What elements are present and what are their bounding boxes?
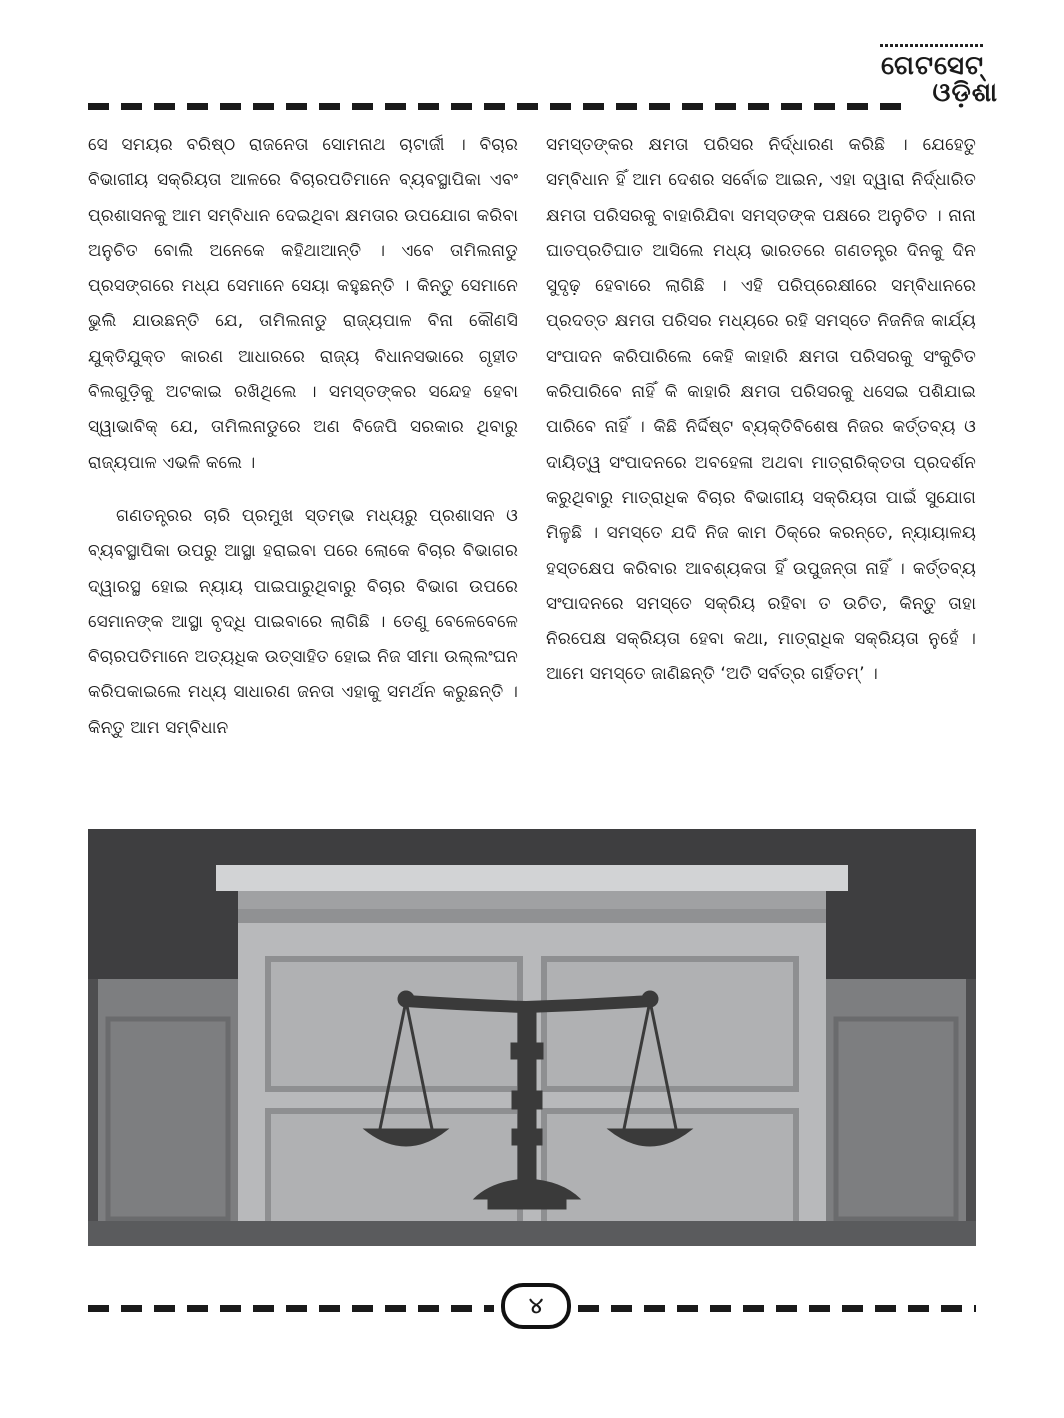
podium-shadow [238,909,826,923]
podium-panel-top-right [544,959,796,1089]
floor-trim [88,1221,976,1246]
left-paragraph-2: ଗଣତନ୍ତ୍ରର ଚାରି ପ୍ରମୁଖ ସ୍ତମ୍ଭ ମଧ୍ୟରୁ ପ୍ରଶାସନ ଓ ବ୍ୟବସ୍ଥାପିକା ଉପରୁ ଆସ୍ଥା ହରାଇବା ପରେ ଲୋକେ ବିଚାର ବିଭାଗର ଦ୍ୱାରସ୍ଥ ହୋଇ ନ୍ୟାୟ ପାଇପାରୁଥିବାରୁ ବିଚାର ବିଭାଗ ଉପରେ ସେମାନଙ୍କ ଆସ୍ଥା ବୃଦ୍ଧି ପାଇବାରେ ଲାଗିଛି । ତେଣୁ ବେଳେବେଳେ ବିଚାରପତିମାନେ ଅତ୍ୟଧିକ ଉତ୍ସାହିତ ହୋଇ ନିଜ ସୀମା ଉଲ୍ଲଂଘନ କରିପକାଇଲେ ମଧ୍ୟ ସାଧାରଣ ଜନତା ଏହାକୁ ସମର୍ଥନ କରୁଛନ୍ତି । କିନ୍ତୁ ଆମ ସମ୍ବିଧାନ [88,505,518,738]
masthead-rule [880,44,984,47]
header-dashed-divider [88,103,904,110]
left-paragraph-1: ସେ ସମୟର ବରିଷ୍ଠ ରାଜନେତା ସୋମନାଥ ଚାଟାର୍ଜୀ । ବିଚାର ବିଭାଗୀୟ ସକ୍ରିୟତା ଆଳରେ ବିଚାରପତିମାନେ ବ୍ୟବସ୍ଥାପିକା ଏବଂ ପ୍ରଶାସନକୁ ଆମ ସମ୍ବିଧାନ ଦେଇଥିବା କ୍ଷମତାର ଉପଯୋଗ କରିବା ଅନୁଚିତ ବୋଲି ଅନେକେ କହିଥାଆନ୍ତି । ଏବେ ତାମିଲନାଡୁ ପ୍ରସଙ୍ଗରେ ମଧ୍ଯ ସେମାନେ ସେୟା କହୁଛନ୍ତି । କିନ୍ତୁ ସେମାନେ ଭୁଲି ଯାଉଛନ୍ତି ଯେ, ତାମିଲନାଡୁ ରାଜ୍ୟପାଳ ବିନା କୌଣସି ଯୁକ୍ତିଯୁକ୍ତ କାରଣ ଆଧାରରେ ରାଜ୍ୟ ବିଧାନସଭାରେ ଗୃହୀତ ବିଲଗୁଡ଼ିକୁ ଅଟକାଇ ରଖିଥିଲେ । ସମସ୍ତଙ୍କର ସନ୍ଦେହ ହେବା ସ୍ୱାଭାବିକ୍ ଯେ, ତାମିଲନାଡୁରେ ଅଣ ବିଜେପି ସରକାର ଥିବାରୁ ରାଜ୍ୟପାଳ ଏଭଳି କଲେ । [88,135,518,473]
footer-dashed-divider-left [88,1305,494,1312]
article-left-column [88,128,518,746]
courtroom-podium-illustration [88,829,976,1246]
right-paragraph-1: ସମସ୍ତଙ୍କର କ୍ଷମତା ପରିସର ନିର୍ଦ୍ଧାରଣ କରିଛି । ଯେହେତୁ ସମ୍ବିଧାନ ହିଁ ଆମ ଦେଶର ସର୍ବୋଚ୍ଚ ଆଇନ, ଏହା ଦ୍ୱାରା ନିର୍ଦ୍ଧାରିତ କ୍ଷମତା ପରିସରକୁ ବାହାରିଯିବା ସମସ୍ତଙ୍କ ପକ୍ଷରେ ଅନୁଚିତ । ନାନା ଘାତପ୍ରତିଘାତ ଆସିଲେ ମଧ୍ୟ ଭାରତରେ ଗଣତନ୍ତ୍ର ଦିନକୁ ଦିନ ସୁଦୃଢ଼ ହେବାରେ ଲାଗିଛି । ଏହି ପରିପ୍ରେକ୍ଷୀରେ ସମ୍ବିଧାନରେ ପ୍ରଦତ୍ତ କ୍ଷମତା ପରିସର ମଧ୍ୟରେ ରହି ସମସ୍ତେ ନିଜନିଜ କାର୍ଯ୍ୟ ସଂପାଦନ କରିପାରିଲେ କେହି କାହାରି କ୍ଷମତା ପରିସରକୁ ସଂକୁଚିତ କରିପାରିବେ ନାହିଁ କି କାହାରି କ୍ଷମତା ପରିସରକୁ ଧସେଇ ପଶିଯାଇ ପାରିବେ ନାହିଁ । କିଛି ନିର୍ଦ୍ଦିଷ୍ଟ ବ୍ୟକ୍ତିବିଶେଷ ନିଜର କର୍ତ୍ତବ୍ୟ ଓ ଦାୟିତ୍ୱ ସଂପାଦନରେ ଅବହେଳା ଅଥବା ମାତ୍ରାରିକ୍ତତା ପ୍ରଦର୍ଶନ କରୁଥିବାରୁ ମାତ୍ରାଧିକ ବିଚାର ବିଭାଗୀୟ ସକ୍ରିୟତା ପାଇଁ ସୁଯୋଗ ମିଳୁଛି । ସମସ୍ତେ ଯଦି ନିଜ କାମ ଠିକ୍‌ରେ କରନ୍ତେ, ନ୍ୟାୟାଳୟ ହସ୍ତକ୍ଷେପ କରିବାର ଆବଶ୍ୟକତା ହିଁ ଉପୁଜନ୍ତା ନାହିଁ । କର୍ତ୍ତବ୍ୟ ସଂପାଦନରେ ସମସ୍ତେ ସକ୍ରିୟ ରହିବା ତ ଉଚିତ, କିନ୍ତୁ ତାହା ନିରପେକ୍ଷ ସକ୍ରିୟତା ହେବା କଥା, ମାତ୍ରାଧିକ ସକ୍ରିୟତା ନୁହେଁ । ଆମେ ସମସ୍ତେ ଜାଣିଛନ୍ତି ‘ଅତି ସର୍ବତ୍ର ଗର୍ହିତମ୍’ । [546,135,976,685]
podium-top [216,865,848,891]
podium-lip [238,891,826,909]
podium-panel-top-left [268,959,520,1089]
footer-dashed-divider-right [578,1305,976,1312]
page-number: ୪ [528,1293,544,1319]
masthead-line-2: ଓଡ଼ିଶା [932,78,998,108]
masthead-line-1: ଗେଟସେଟ୍ [880,51,984,81]
article-right-column [546,128,976,693]
masthead-logo [880,44,998,108]
page-number-badge [501,1283,571,1329]
page-footer [88,1283,976,1335]
